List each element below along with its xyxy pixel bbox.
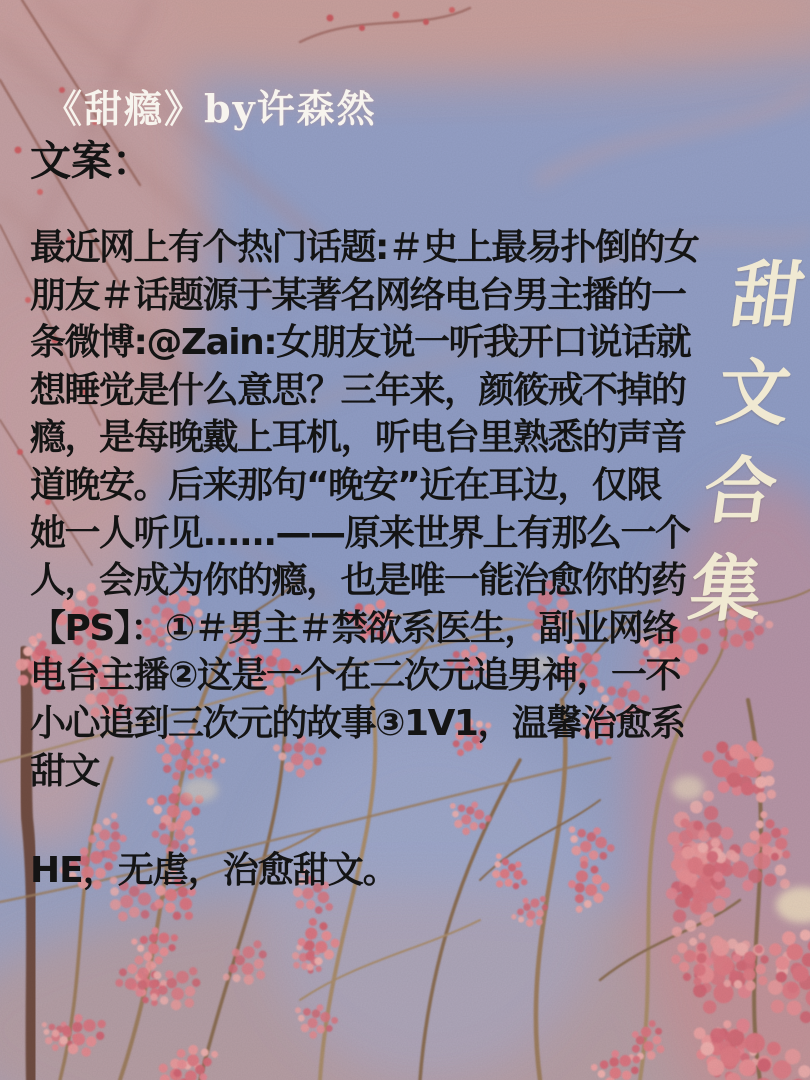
body-line: 朋友＃话题源于某著名网络电台男主播的一 <box>30 274 686 316</box>
banner-char: 集 <box>684 547 769 631</box>
synopsis-label: 文案： <box>30 137 153 185</box>
post-title: 《甜瘾》by许森然 <box>44 86 377 131</box>
body-line: 电台主播②这是一个在二次元追男神，一不 <box>30 655 680 697</box>
body-line: 她一人听见......——原来世界上有那么一个 <box>30 512 690 554</box>
body-line: 人，会成为你的瘾，也是唯一能治愈你的药 <box>30 560 686 602</box>
body-line: 小心追到三次元的故事③1V1，温馨治愈系 <box>30 702 685 744</box>
footer-line: HE，无虐，治愈甜文。 <box>30 850 398 892</box>
banner-char: 文 <box>711 351 796 435</box>
banner-char: 甜 <box>725 253 810 337</box>
body-line: 条微博:@Zain:女朋友说一听我开口说话就 <box>30 322 691 364</box>
body-line: 甜文 <box>30 750 100 792</box>
body-line: 最近网上有个热门话题:＃史上最易扑倒的女 <box>30 227 699 268</box>
body-line: 瘾，是每晚戴上耳机，听电台里熟悉的声音 <box>30 417 686 459</box>
banner-char: 合 <box>698 449 783 533</box>
body-line: 想睡觉是什么意思？三年来，颜筱戒不掉的 <box>30 369 686 411</box>
body-line: 【PS】：①＃男主＃禁欲系医生，副业网络 <box>30 607 677 649</box>
body-line: 道晚安。后来那句“晚安”近在耳边，仅限 <box>30 464 661 506</box>
synopsis-body <box>30 224 698 895</box>
